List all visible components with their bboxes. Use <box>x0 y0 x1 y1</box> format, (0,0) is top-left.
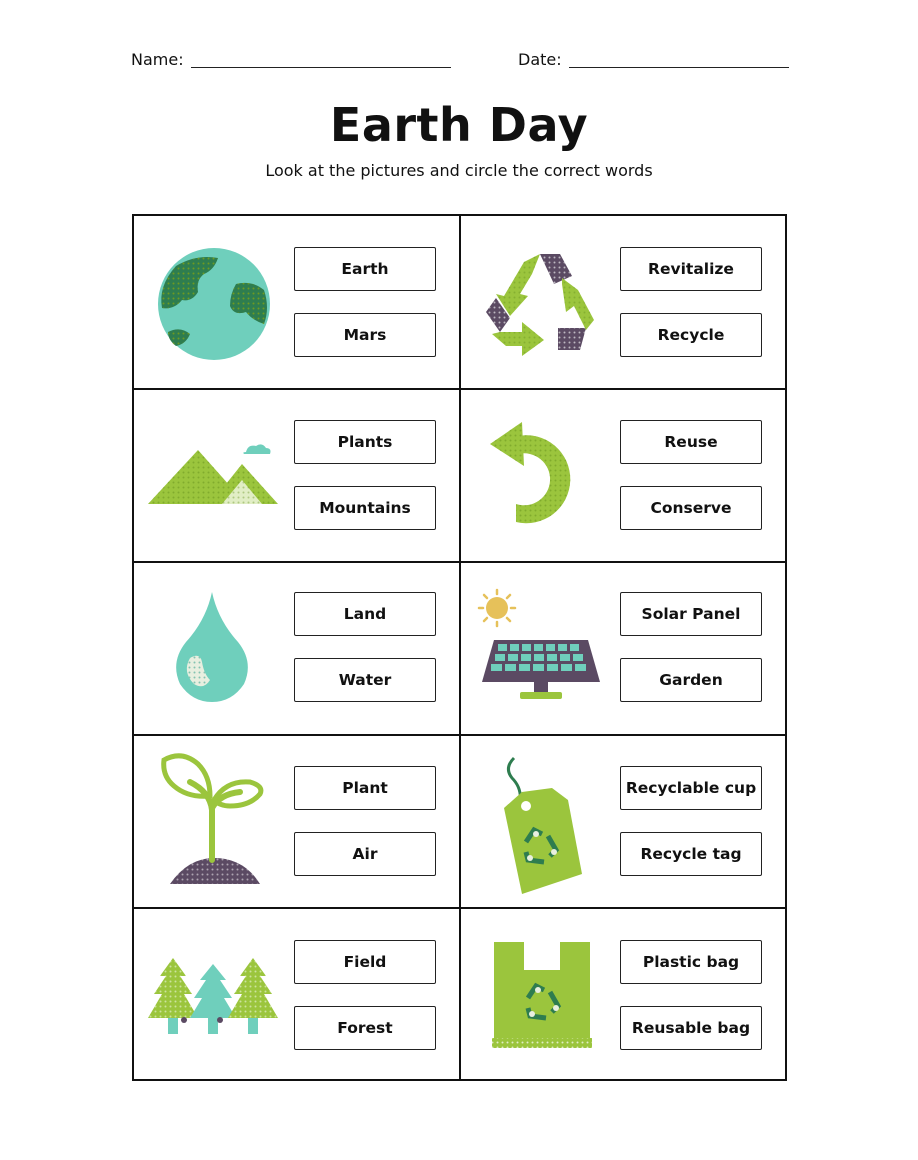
date-line[interactable] <box>569 67 789 68</box>
grid-divider <box>132 561 787 563</box>
reuse-arrow-icon <box>488 418 600 530</box>
option-plants[interactable]: Plants <box>294 420 436 464</box>
recycle-arrows-icon <box>482 250 600 358</box>
option-solar-panel[interactable]: Solar Panel <box>620 592 762 636</box>
grid-divider <box>132 734 787 736</box>
recycle-tag-icon <box>496 754 588 896</box>
name-line[interactable] <box>191 67 451 68</box>
option-plastic-bag[interactable]: Plastic bag <box>620 940 762 984</box>
option-land[interactable]: Land <box>294 592 436 636</box>
grid-divider <box>132 907 787 909</box>
option-mountains[interactable]: Mountains <box>294 486 436 530</box>
grid-divider <box>132 388 787 390</box>
option-forest[interactable]: Forest <box>294 1006 436 1050</box>
date-label: Date: <box>518 50 562 69</box>
mountains-icon <box>146 440 280 506</box>
option-revitalize[interactable]: Revitalize <box>620 247 762 291</box>
sprout-icon <box>160 752 266 886</box>
option-recycle-tag[interactable]: Recycle tag <box>620 832 762 876</box>
option-recycle[interactable]: Recycle <box>620 313 762 357</box>
option-earth[interactable]: Earth <box>294 247 436 291</box>
option-plant[interactable]: Plant <box>294 766 436 810</box>
grid-divider <box>459 214 461 1081</box>
earth-globe-icon <box>156 246 272 362</box>
instructions: Look at the pictures and circle the correct words <box>265 161 653 180</box>
option-water[interactable]: Water <box>294 658 436 702</box>
option-garden[interactable]: Garden <box>620 658 762 702</box>
option-reusable-bag[interactable]: Reusable bag <box>620 1006 762 1050</box>
option-recyclable-cup[interactable]: Recyclable cup <box>620 766 762 810</box>
reusable-bag-icon <box>490 940 594 1050</box>
forest-trees-icon <box>148 954 280 1036</box>
option-field[interactable]: Field <box>294 940 436 984</box>
solar-panel-icon <box>476 588 606 702</box>
option-air[interactable]: Air <box>294 832 436 876</box>
option-reuse[interactable]: Reuse <box>620 420 762 464</box>
page-title: Earth Day <box>329 98 589 152</box>
name-label: Name: <box>131 50 184 69</box>
option-conserve[interactable]: Conserve <box>620 486 762 530</box>
option-mars[interactable]: Mars <box>294 313 436 357</box>
water-drop-icon <box>172 590 252 702</box>
